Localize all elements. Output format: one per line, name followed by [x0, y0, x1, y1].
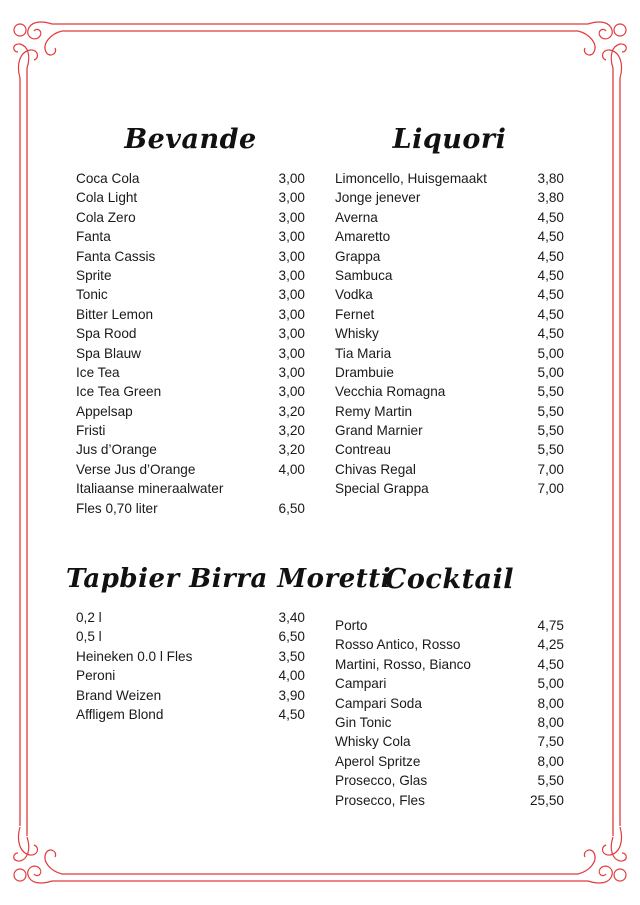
- item-price: 3,80: [537, 190, 564, 206]
- list-item: [335, 344, 564, 363]
- item-price: 4,50: [537, 248, 564, 264]
- item-name: Drambuie: [335, 364, 394, 380]
- item-name: Whisky: [335, 326, 379, 342]
- item-price: 7,50: [537, 734, 564, 750]
- list-item: [76, 363, 305, 382]
- item-name: Special Grappa: [335, 481, 429, 497]
- item-price: 3,20: [278, 442, 305, 458]
- section-cocktail: [335, 564, 564, 810]
- list-item: [335, 694, 564, 713]
- item-price: 4,50: [537, 326, 564, 342]
- item-name: Tonic: [76, 287, 108, 303]
- list-item: [335, 421, 564, 440]
- list-item: [76, 608, 305, 627]
- item-price: 3,20: [278, 423, 305, 439]
- list-item: [76, 686, 305, 705]
- list-item: [335, 479, 564, 498]
- item-name: Spa Rood: [76, 326, 137, 342]
- corner-flourish-bottom-left: [14, 827, 62, 883]
- item-name: Whisky Cola: [335, 734, 411, 750]
- list-item: [335, 305, 564, 324]
- section-title: Liquori: [392, 124, 507, 155]
- list-item: [335, 324, 564, 343]
- item-name: Porto: [335, 618, 368, 633]
- item-price: 3,90: [278, 687, 305, 703]
- item-name: Coca Cola: [76, 171, 140, 186]
- list-item: [335, 363, 564, 382]
- item-name: Cola Light: [76, 190, 138, 206]
- item-name: Fernet: [335, 306, 375, 322]
- list-item: [76, 169, 305, 188]
- section-liquori: [335, 124, 564, 499]
- item-name: Ice Tea Green: [76, 384, 162, 400]
- item-price: 3,80: [537, 171, 564, 186]
- list-item: [76, 188, 305, 207]
- list-item: [76, 705, 305, 724]
- item-name: Remy Martin: [335, 403, 413, 419]
- item-list: [335, 616, 564, 810]
- item-price: 5,50: [537, 773, 564, 789]
- item-name: Gin Tonic: [335, 714, 392, 730]
- item-price: 3,00: [278, 190, 305, 206]
- item-price: 4,50: [537, 267, 564, 283]
- item-name: Italiaanse mineraalwater: [76, 481, 224, 497]
- list-item: [76, 479, 305, 498]
- list-item: [76, 208, 305, 227]
- list-item: [76, 421, 305, 440]
- list-item: [76, 402, 305, 421]
- item-name: Chivas Regal: [335, 461, 416, 477]
- item-price: 4,50: [537, 209, 564, 225]
- section-bevande: [76, 124, 305, 518]
- list-item: [76, 344, 305, 363]
- item-price: 8,00: [537, 695, 564, 711]
- item-price: 3,00: [278, 209, 305, 225]
- item-price: 25,50: [529, 792, 564, 808]
- item-name: Heineken 0.0 l Fles: [76, 648, 193, 664]
- item-price: 8,00: [537, 753, 564, 769]
- item-price: 5,00: [537, 345, 564, 361]
- item-price: 3,00: [278, 248, 305, 264]
- list-item: [335, 247, 564, 266]
- item-price: 4,50: [278, 706, 305, 722]
- item-name: Tia Maria: [335, 345, 392, 361]
- item-price: 7,00: [537, 461, 564, 477]
- item-price: 3,00: [278, 364, 305, 380]
- item-name: Grappa: [335, 248, 381, 264]
- item-price: 5,00: [537, 364, 564, 380]
- list-item: [76, 647, 305, 666]
- section-title: Tapbier Birra Moretti: [66, 564, 392, 594]
- item-name: Fanta Cassis: [76, 248, 156, 264]
- item-price: 3,00: [278, 267, 305, 283]
- list-item: [76, 382, 305, 401]
- item-price: 3,00: [278, 229, 305, 245]
- item-price: 3,40: [278, 610, 305, 625]
- item-name: 0,2 l: [76, 610, 102, 625]
- item-name: Appelsap: [76, 403, 133, 419]
- list-item: [335, 791, 564, 810]
- item-name: Prosecco, Glas: [335, 773, 428, 789]
- item-price: 4,50: [537, 287, 564, 303]
- item-list: [76, 608, 305, 724]
- item-name: Sprite: [76, 267, 112, 283]
- item-name: Averna: [335, 209, 378, 225]
- corner-flourish-top-right: [578, 22, 626, 78]
- item-name: Contreau: [335, 442, 391, 458]
- item-price: 3,00: [278, 384, 305, 400]
- item-name: Spa Blauw: [76, 345, 141, 361]
- item-price: 5,50: [537, 423, 564, 439]
- list-item: [335, 732, 564, 751]
- item-name: Grand Marnier: [335, 423, 423, 439]
- item-name: Fles 0,70 liter: [76, 500, 158, 516]
- item-price: 4,50: [537, 656, 564, 672]
- list-item: [335, 169, 564, 188]
- section-title: Bevande: [124, 124, 257, 155]
- item-price: 5,50: [537, 403, 564, 419]
- item-price: 7,00: [537, 481, 564, 497]
- list-item: [335, 752, 564, 771]
- corner-flourish-top-left: [14, 22, 62, 78]
- item-price: 4,25: [537, 637, 564, 653]
- item-name: Vecchia Romagna: [335, 384, 446, 400]
- list-item: [335, 655, 564, 674]
- item-price: 5,50: [537, 384, 564, 400]
- item-name: Jonge jenever: [335, 190, 421, 206]
- list-item: [335, 227, 564, 246]
- list-item: [335, 402, 564, 421]
- list-item: [335, 440, 564, 459]
- item-name: Ice Tea: [76, 364, 120, 380]
- list-item: [335, 674, 564, 693]
- list-item: [76, 627, 305, 646]
- list-item: [335, 713, 564, 732]
- item-list: [335, 169, 564, 499]
- item-price: 6,50: [278, 500, 305, 516]
- item-price: 3,00: [278, 171, 305, 186]
- item-list: [76, 169, 305, 518]
- list-item: [76, 324, 305, 343]
- item-name: Verse Jus d’Orange: [76, 461, 196, 477]
- list-item: [76, 499, 305, 518]
- list-item: [76, 247, 305, 266]
- item-price: 5,00: [537, 676, 564, 692]
- item-price: 3,00: [278, 326, 305, 342]
- item-name: Fristi: [76, 423, 106, 439]
- item-name: Rosso Antico, Rosso: [335, 637, 461, 653]
- item-price: 3,00: [278, 287, 305, 303]
- item-name: Vodka: [335, 287, 373, 303]
- list-item: [335, 771, 564, 790]
- list-item: [76, 285, 305, 304]
- item-price: 3,50: [278, 648, 305, 664]
- corner-flourish-bottom-right: [578, 827, 626, 883]
- list-item: [335, 460, 564, 479]
- item-name: Cola Zero: [76, 209, 136, 225]
- item-price: 8,00: [537, 714, 564, 730]
- list-item: [76, 440, 305, 459]
- item-name: Affligem Blond: [76, 706, 164, 722]
- item-price: 4,00: [278, 461, 305, 477]
- item-price: 4,75: [537, 618, 564, 633]
- list-item: [76, 227, 305, 246]
- item-price: 3,00: [278, 306, 305, 322]
- item-price: 4,00: [278, 668, 305, 684]
- item-price: 4,50: [537, 306, 564, 322]
- item-price: 4,50: [537, 229, 564, 245]
- list-item: [335, 266, 564, 285]
- item-name: Campari: [335, 676, 387, 692]
- section-title: Cocktail: [384, 564, 515, 595]
- item-name: Sambuca: [335, 267, 393, 283]
- item-name: Campari Soda: [335, 695, 422, 711]
- list-item: [335, 616, 564, 635]
- item-name: Brand Weizen: [76, 687, 162, 703]
- item-name: Prosecco, Fles: [335, 792, 425, 808]
- item-name: Jus d’Orange: [76, 442, 157, 458]
- list-item: [76, 460, 305, 479]
- list-item: [335, 285, 564, 304]
- item-price: 6,50: [278, 629, 305, 645]
- list-item: [335, 208, 564, 227]
- item-name: Aperol Spritze: [335, 753, 421, 769]
- item-name: Limoncello, Huisgemaakt: [335, 171, 487, 186]
- item-price: 3,00: [278, 345, 305, 361]
- item-price: 3,20: [278, 403, 305, 419]
- list-item: [335, 188, 564, 207]
- item-name: Martini, Rosso, Bianco: [335, 656, 471, 672]
- list-item: [76, 305, 305, 324]
- item-name: Peroni: [76, 668, 116, 684]
- item-name: 0,5 l: [76, 629, 102, 645]
- list-item: [335, 382, 564, 401]
- list-item: [76, 666, 305, 685]
- list-item: [335, 635, 564, 654]
- item-name: Amaretto: [335, 229, 391, 245]
- item-name: Fanta: [76, 229, 111, 245]
- list-item: [76, 266, 305, 285]
- item-name: Bitter Lemon: [76, 306, 154, 322]
- item-price: 5,50: [537, 442, 564, 458]
